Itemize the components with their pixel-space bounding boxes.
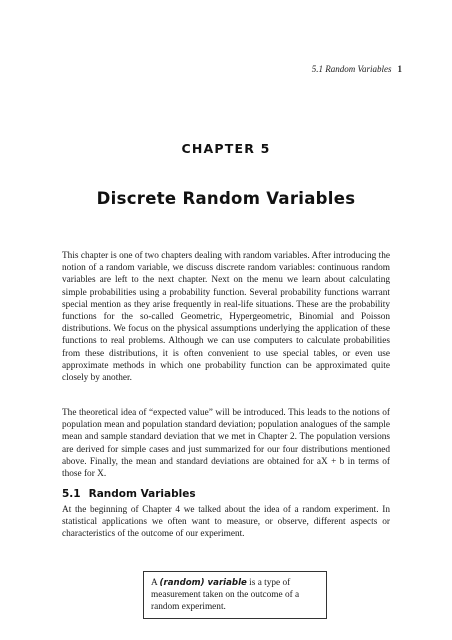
running-head-section: 5.1 Random Variables	[311, 64, 392, 74]
section-title: Random Variables	[88, 488, 196, 500]
section-number: 5.1	[62, 488, 81, 500]
definition-term: (random) variable	[159, 578, 247, 588]
definition-box	[143, 571, 327, 619]
running-head	[312, 64, 402, 74]
definition-prefix: A	[151, 578, 160, 588]
section-heading	[62, 488, 196, 500]
chapter-title: Discrete Random Variables	[96, 189, 356, 208]
intro-paragraph-1: This chapter is one of two chapters dealing with random variables. After introducing the notion of a random variable, we discuss discrete random variables: continuous random variables are left to the next chapter. Next on the menu we learn about calculating simple probabilities using a probability function. Several probability functions warrant special mention as they arise frequently in real-life situations. These are the probability functions for the so-called Geometric, Hypergeometric, Binomial and Poisson distributions. We focus on the physical assumptions underlying the application of these functions to real problems. Although we can use computers to calculate probabilities from these distributions, it is often convenient to use special tables, or even use approximate methods in which one probability function can be approximated quite closely by another.	[62, 251, 390, 384]
page-number: 1	[397, 64, 402, 74]
chapter-label: CHAPTER 5	[181, 141, 271, 156]
definition-text: is a type of measurement taken on the outcome of a random experiment.	[151, 578, 300, 613]
intro-paragraph-2: The theoretical idea of “expected value” will be introduced. This leads to the notions of population mean and population standard deviation; population analogues of the sample mean and sample standard deviation that we met in Chapter 2. The population versions are derived for simple cases and just summarized for our four distributions mentioned above. Finally, the mean and standard deviations are obtained for aX + b in terms of those for X.	[62, 408, 390, 480]
section-paragraph: At the beginning of Chapter 4 we talked about the idea of a random experiment. In statistical applications we often want to measure, or observe, different aspects or characteristics of the outcome of our experiment.	[62, 505, 390, 540]
